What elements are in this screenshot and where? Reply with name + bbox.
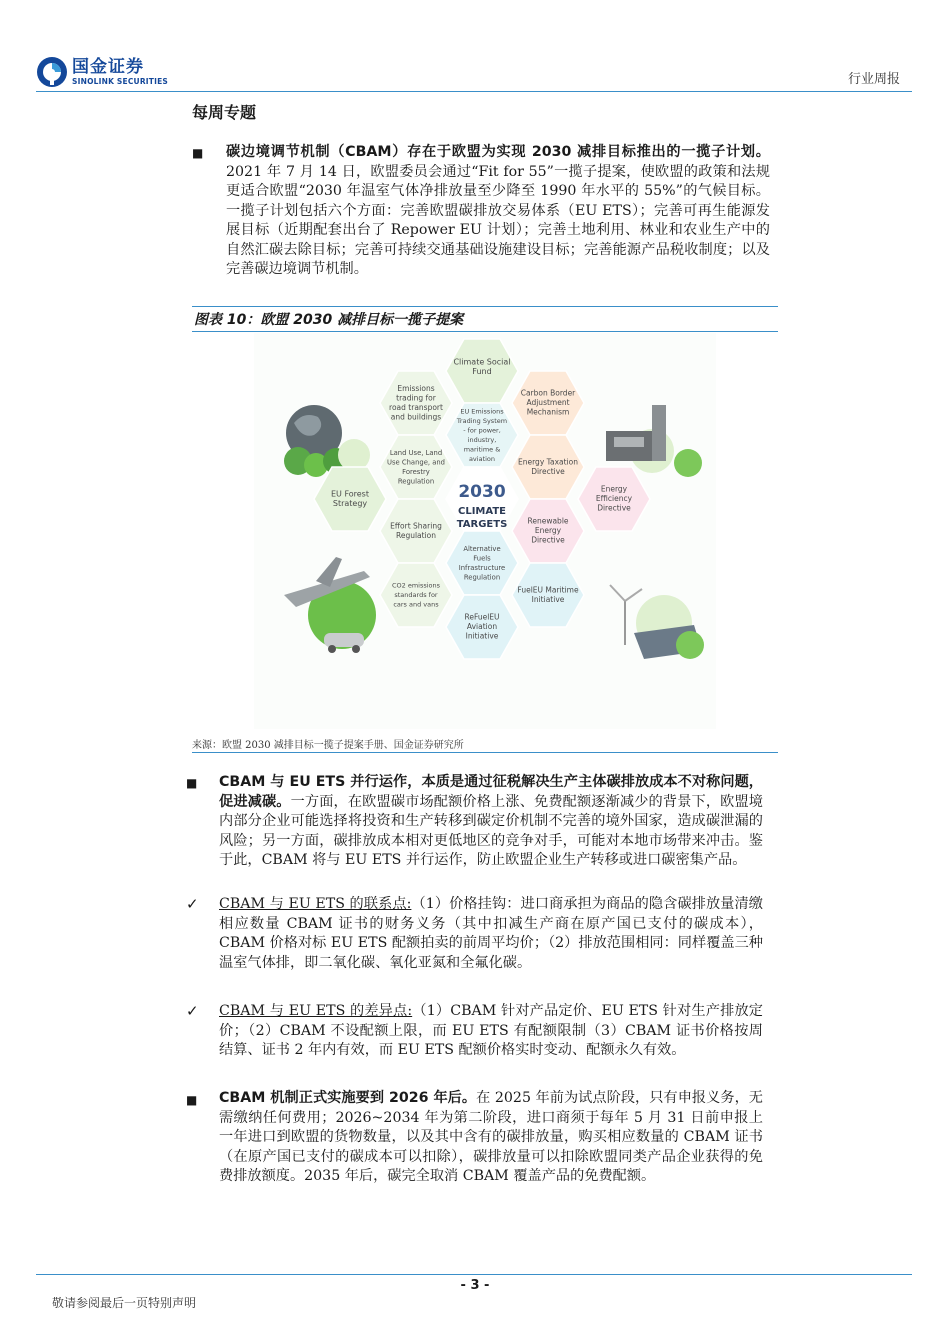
label-effort-sharing: Effort Sharing Regulation [390,521,442,540]
paragraph-4-body: （1）CBAM 针对产品定价、EU ETS 针对生产排放定价；（2）CBAM 不设配额上限，而 EU ETS 有配额限制（3）CBAM 证书价格按周结算、证书 2 年内有效，而 EU ETS 配额价格实时变动、配额永久有效。 [219,1003,763,1058]
square-bullet: ■ [186,776,198,790]
paragraph-1 [226,143,770,280]
report-type: 行业周报 [847,72,900,87]
footer-disclaimer: 敬请参阅最后一页特别声明 [52,1296,197,1310]
center-year: 2030 [458,482,506,502]
label-energy-efficiency: Energy Efficiency Directive [595,484,633,513]
paragraph-4 [219,1002,763,1061]
transport-illustration [284,557,376,653]
label-eu-forest: EU Forest Strategy [330,489,370,508]
check-bullet: ✓ [186,1002,199,1020]
center-climate: CLIMATE [458,506,506,517]
section-title: 每周专题 [192,103,257,122]
label-alt-fuels: Alternative Fuels Infrastructure Regulation [458,544,506,582]
paragraph-2-body: 一方面，在欧盟碳市场配额价格上涨、免费配额逐渐减少的背景下，欧盟境内部分企业可能选择将投资和生产转移到碳定价机制不完善的境外国家，造成碳泄漏的风险；另一方面，碳排放成本相对更低地区的竞争对手，可能对本地市场带来冲击。鉴于此，CBAM 将与 EU ETS 并行运作，防止欧盟企业生产转移或进口碳密集产品。 [219,793,763,868]
figure-title: 图表 10：欧盟 2030 减排目标一揽子提案 [194,312,464,328]
paragraph-3-lead: CBAM 与 EU ETS 的联系点: [219,896,412,912]
label-co2-cars: CO2 emissions standards for cars and vans [391,581,441,609]
label-fueleu: FuelEU Maritime Initiative [517,585,579,604]
figure-title-rule [192,331,778,332]
paragraph-2 [219,773,763,871]
figure-bottom-rule [192,752,778,753]
paragraph-5-lead: CBAM 机制正式实施要到 2026 年后。 [219,1090,477,1106]
paragraph-5 [219,1089,763,1187]
page-number: - 3 - [460,1278,490,1293]
paragraph-3 [219,895,763,973]
figure-top-rule [192,306,778,307]
square-bullet: ■ [192,146,204,160]
company-logo [36,54,176,90]
globe-illustration [284,405,370,477]
label-lulucf: Land Use, Land Use Change, and Forestry Regulation [387,448,445,486]
paragraph-5-body: 在 2025 年前为试点阶段，只有申报义务，无需缴纳任何费用；2026~2034 年为第二阶段，进口商须于每年 5 月 31 日前申报上一年进口到欧盟的货物数量，以及其中含有的碳排放量，购买相应数量的 CBAM 证书（在原产国已支付的碳成本可以扣除），碳排放量可以扣除欧盟同类产品企业获得的免费排放额度。2035 年后，碳完全取消 CBAM 覆盖产品的免费配额。 [219,1090,763,1184]
logo-cn: 国金证券 [72,57,144,77]
paragraph-1-body: 2021 年 7 月 14 日，欧盟委员会通过“Fit for 55”一揽子提案，使欧盟的政策和法规更适合欧盟“2030 年温室气体净排放量至少降至 1990 年水平的 55%”的气候目标。一揽子计划包括六个方面：完善欧盟碳排放交易体系（EU ETS）；完善可再生能源发展目标（近期配套出台了 Repower EU 计划）；完善土地利用、林业和农业生产中的自然汇碳去除目标；完善可持续交通基础设施建设目标；完善能源产品税收制度；以及完善碳边境调节机制。 [226,163,770,277]
square-bullet: ■ [186,1093,198,1107]
paragraph-4-lead: CBAM 与 EU ETS 的差异点: [219,1003,413,1019]
figure-source: 来源：欧盟 2030 减排目标一揽子提案手册、国金证券研究所 [192,740,464,751]
label-renewable: Renewable Energy Directive [527,516,569,545]
paragraph-2-lead: CBAM 与 EU ETS 并行运作，本质是通过征税解决生产主体碳排放成本不对称问题，促进减碳。 [219,774,763,810]
port-illustration [606,405,702,477]
label-emissions-trading-road: Emissions trading for road transport and buildings [389,383,443,422]
energy-illustration [610,585,704,659]
label-cbam: Carbon Border Adjustment Mechanism [520,388,576,417]
paragraph-1-lead: 碳边境调节机制（CBAM）存在于欧盟为实现 2030 减排目标推出的一揽子计划。 [226,144,770,160]
label-climate-social-fund: Climate Social Fund [453,357,511,376]
center-targets: TARGETS [456,519,508,530]
check-bullet: ✓ [186,895,199,913]
footer-divider [36,1274,912,1275]
logo-icon [36,56,68,88]
figure-diagram [254,333,716,729]
label-refueleu: ReFuelEU Aviation Initiative [464,612,500,641]
paragraph-3-body: （1）价格挂钩：进口商承担为商品的隐含碳排放量清缴相应数量 CBAM 证书的财务义务（其中扣减生产商在原产国已支付的碳成本），CBAM 价格对标 EU ETS 配额拍卖的前周平均价；（2）排放范围相同：同样覆盖三种温室气体排，即二氧化碳、氧化亚氮和全氟化碳。 [219,896,763,971]
label-energy-taxation: Energy Taxation Directive [518,457,578,476]
header-divider [36,91,912,92]
logo-en: SINOLINK SECURITIES [72,77,169,86]
label-eu-ets: EU Emissions Trading System - for power, industry, maritime & aviation [456,407,508,463]
